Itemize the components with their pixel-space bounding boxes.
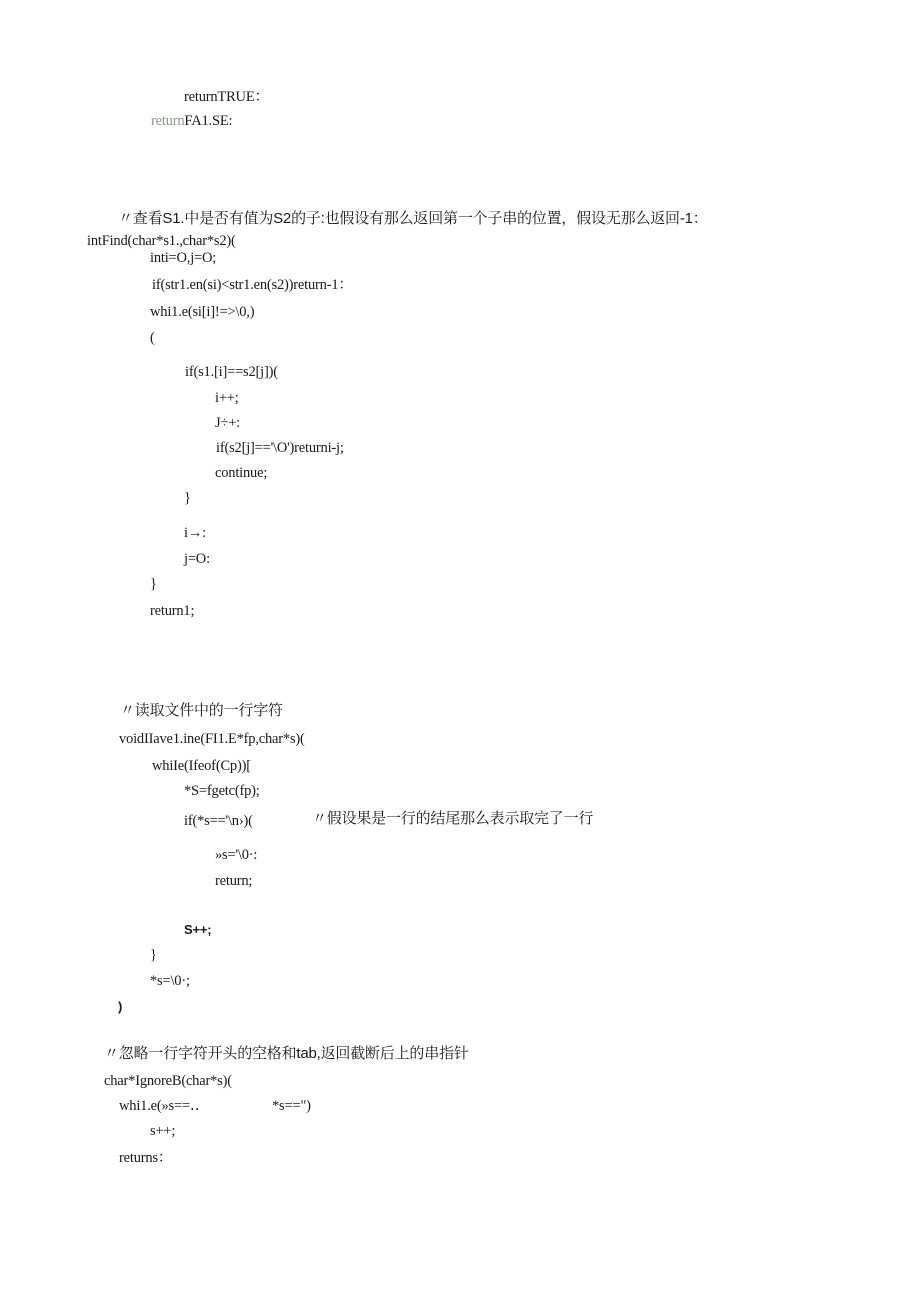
code-line: }	[150, 576, 157, 592]
code-line: returns：	[119, 1150, 173, 1166]
code-comment: 〃读取文件中的一行字符	[120, 702, 283, 719]
code-line: if(s1.[i]==s2[j])(	[185, 364, 278, 380]
code-line: J÷+:	[215, 415, 241, 431]
code-line: if(str1.en(si)<str1.en(s2))return-1：	[152, 277, 353, 293]
return-value: FA1.SE:	[184, 113, 233, 129]
code-line: inti=O,j=O;	[150, 250, 217, 266]
code-comment: 〃忽略一行字符开头的空格和tab,返回截断后上的串指针	[104, 1045, 469, 1062]
code-line: *s=\0·;	[150, 973, 190, 989]
code-line: if(*s=='\n›)(	[184, 813, 253, 829]
function-signature: intFind(char*s1.,char*s2)(	[87, 233, 236, 249]
code-line: )	[118, 999, 123, 1014]
code-comment: 〃查看S1.中是否有值为S2的子:也假设有那么返回第一个子串的位置，假设无那么返回-1：	[118, 210, 708, 227]
code-line: return1;	[150, 603, 195, 619]
code-line: »s='\0·:	[215, 847, 258, 863]
code-line: }	[184, 490, 191, 506]
inline-comment: 〃假设果是一行的结尾那么表示取完了一行	[312, 810, 594, 827]
function-signature: voidIIave1.ine(FI1.E*fp,char*s)(	[119, 731, 305, 747]
code-line: if(s2[j]=='\O')returni-j;	[216, 440, 344, 456]
code-line	[151, 112, 232, 130]
code-line: *s==")	[272, 1098, 311, 1114]
code-line: whiIe(Ifeof(Cp))[	[152, 758, 251, 774]
code-line: continue;	[215, 465, 268, 481]
code-line: i→:	[184, 525, 206, 541]
code-line: whi1.e(si[i]!=>\0,)	[150, 304, 255, 320]
function-signature: char*IgnoreB(char*s)(	[104, 1073, 232, 1089]
code-line: }	[150, 947, 157, 963]
code-line: *S=fgetc(fp);	[184, 783, 260, 799]
code-line: s++;	[150, 1123, 176, 1139]
code-line: (	[150, 330, 155, 346]
code-line: return;	[215, 873, 253, 889]
code-line: returnTRUE：	[184, 89, 269, 105]
code-line: whi1.e(»s==‥	[119, 1098, 200, 1114]
code-line: j=O:	[184, 551, 210, 567]
code-line: S++;	[184, 922, 212, 937]
return-keyword: return	[151, 113, 185, 129]
code-line: i++;	[215, 390, 239, 406]
